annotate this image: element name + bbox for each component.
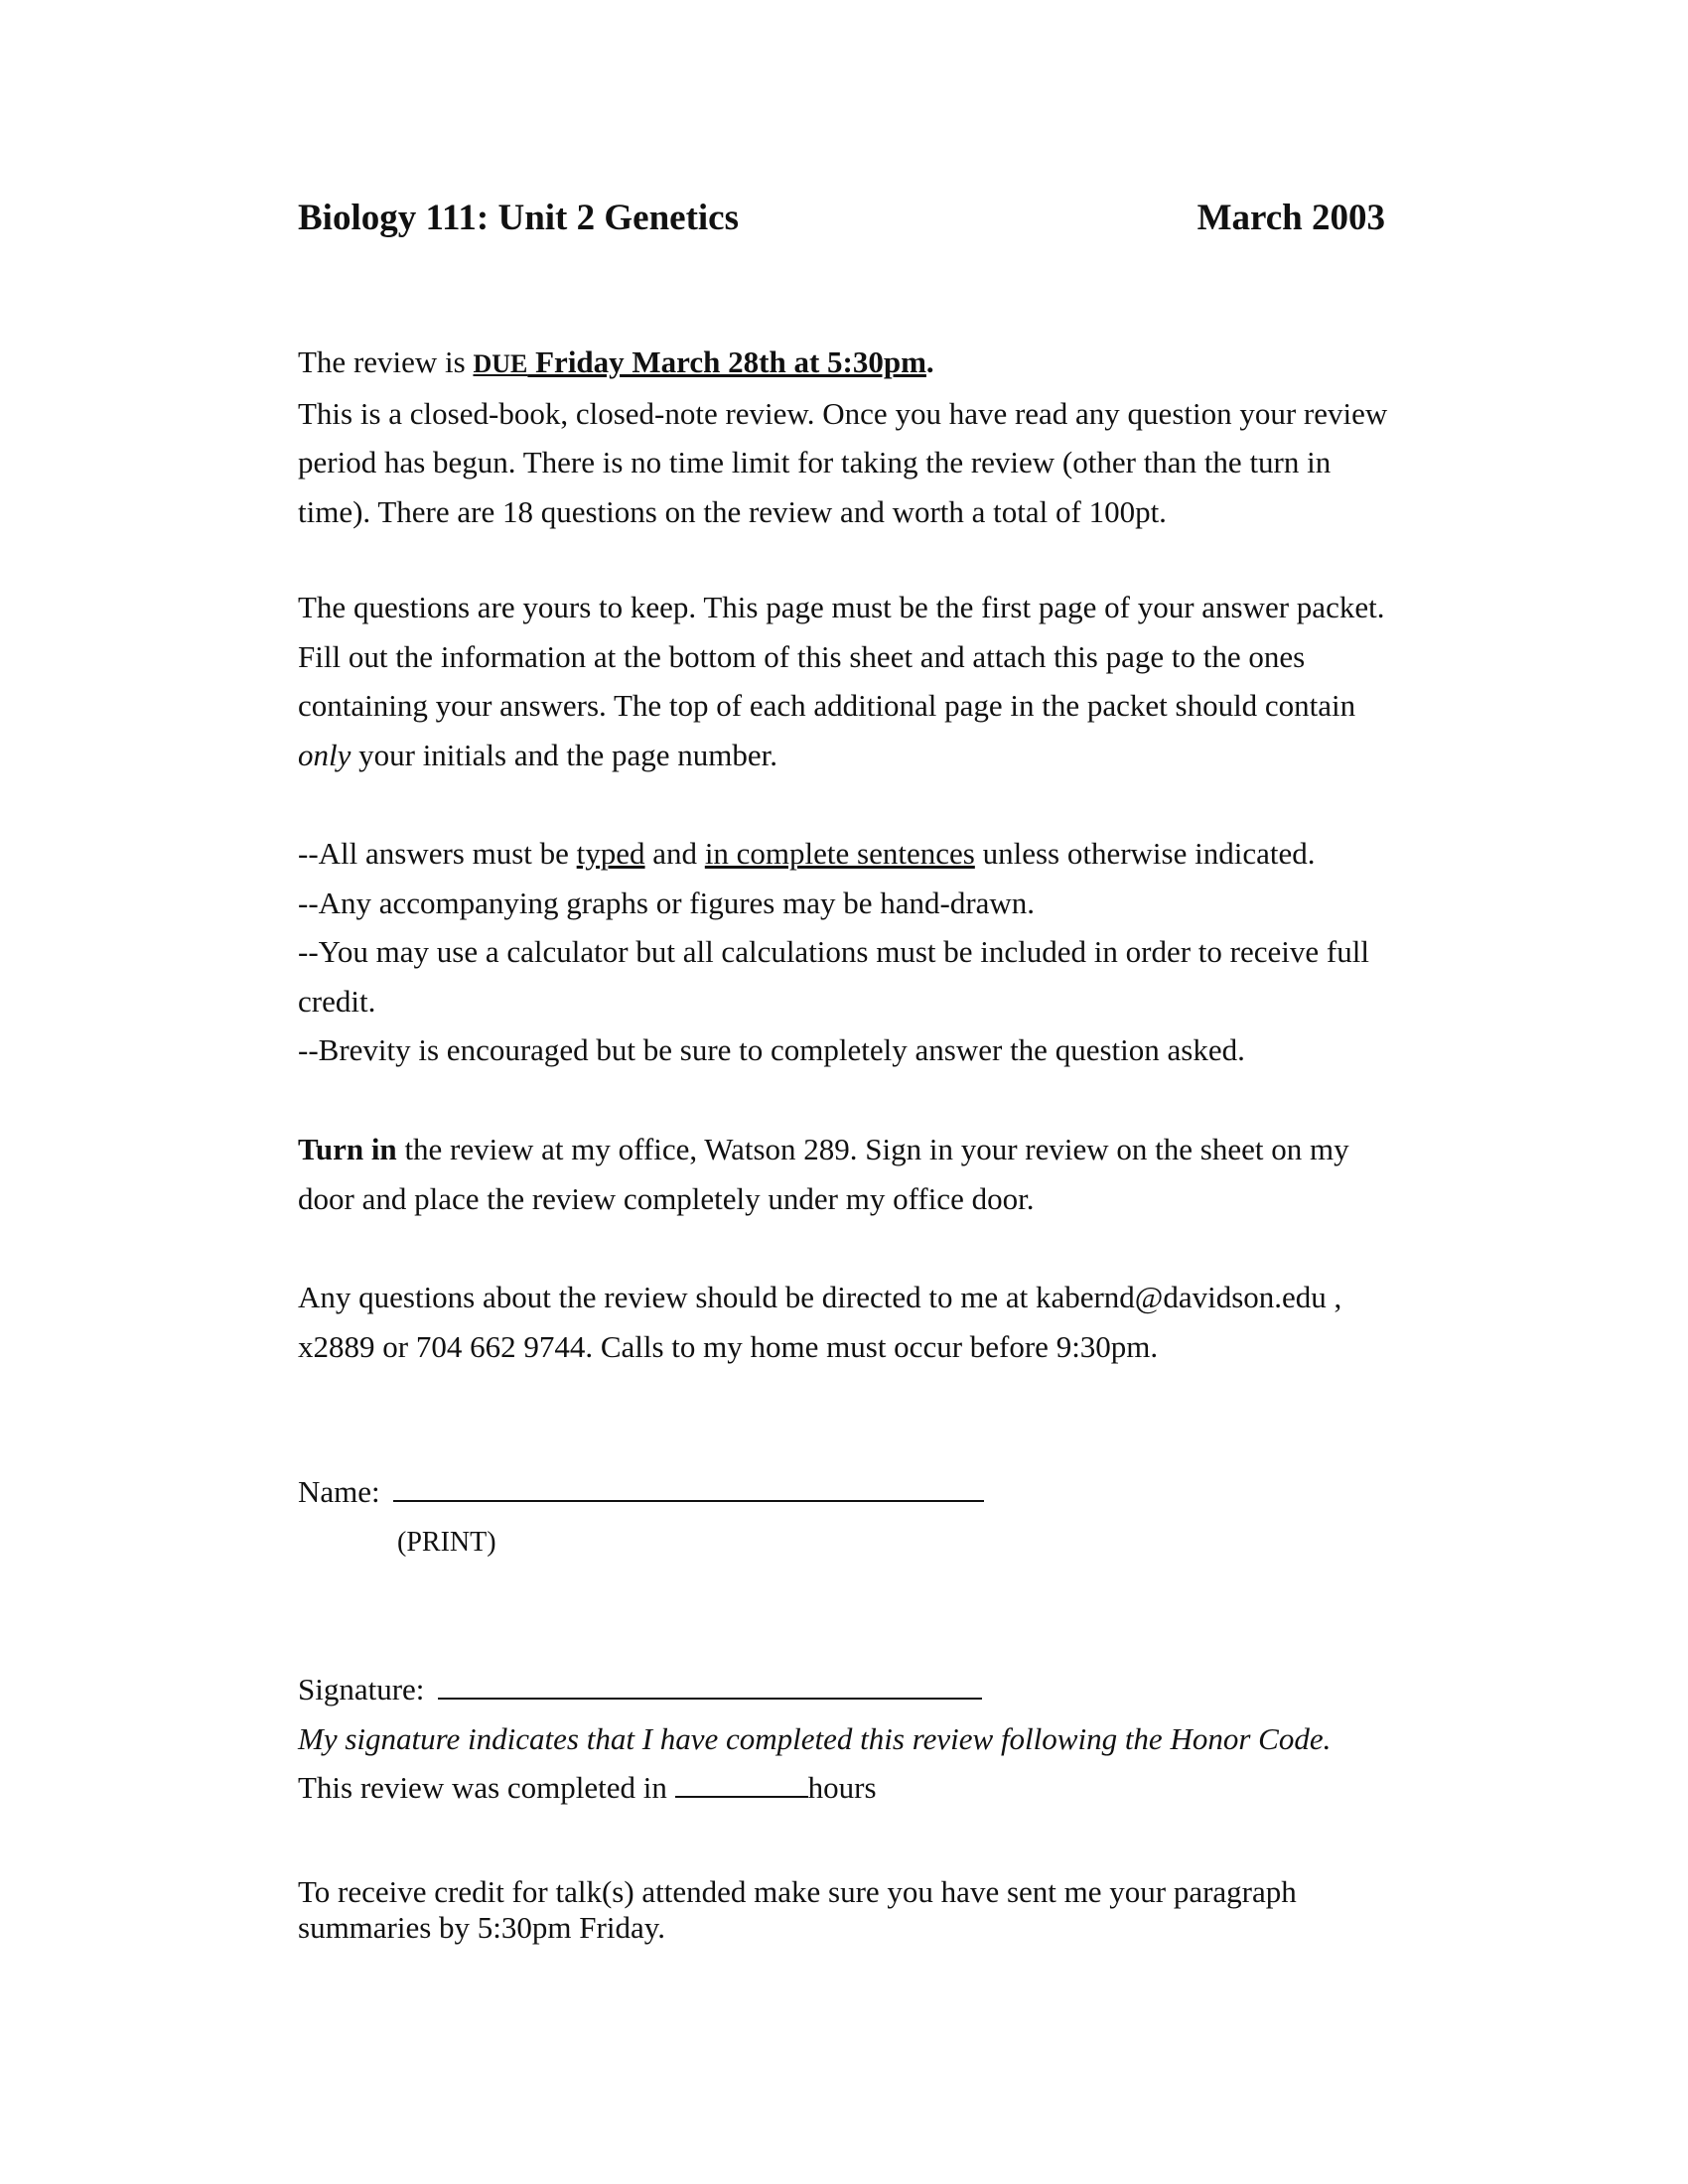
due-word: DUE <box>473 349 528 378</box>
intro-line-2: period has begun. There is no time limit for taking the review (other than the turn in <box>298 445 1332 479</box>
hours-blank[interactable] <box>675 1770 808 1798</box>
packet-paragraph <box>298 583 1489 779</box>
packet-line-2: Fill out the information at the bottom of this sheet and attach this page to the ones <box>298 638 1306 674</box>
hours-prefix: This review was completed in <box>298 1770 675 1805</box>
rule-1-c: unless otherwise indicated. <box>974 836 1316 871</box>
due-paragraph <box>298 338 1489 536</box>
document-date: March 2003 <box>1196 198 1385 238</box>
talks-paragraph <box>298 1874 1489 1946</box>
talks-line-1: To receive credit for talk(s) attended make sure you have sent me your paragraph <box>298 1874 1297 1909</box>
rule-2: --Any accompanying graphs or figures may be hand-drawn. <box>298 885 1036 920</box>
hours-suffix: hours <box>807 1770 877 1805</box>
turnin-line-1 <box>298 1125 1489 1174</box>
due-end: . <box>925 344 934 379</box>
intro-line-1: This is a closed-book, closed-note review. Once you have read any question your review <box>298 395 1388 431</box>
turnin-line-2: door and place the review completely under my office door. <box>298 1180 1035 1216</box>
packet-line-1: The questions are yours to keep. This page must be the first page of your answer packet. <box>298 590 1385 624</box>
packet-line-4 <box>298 731 1489 780</box>
packet-only: only <box>298 737 352 772</box>
packet-line-3: containing your answers. The top of each additional page in the packet should contain <box>298 688 1356 723</box>
hours-row <box>298 1763 1489 1813</box>
due-prefix: The review is <box>298 344 474 379</box>
rule-1-complete: in complete sentences <box>704 836 975 871</box>
rule-3-line-1: --You may use a calculator but all calculations must be included in order to receive full <box>298 934 1369 969</box>
due-line <box>298 338 1489 389</box>
rule-4: --Brevity is encouraged but be sure to completely answer the question asked. <box>298 1032 1245 1067</box>
signature-field-row <box>298 1665 1489 1714</box>
rule-1-a: --All answers must be <box>298 836 577 871</box>
contact-line-2: x2889 or 704 662 9744. Calls to my home must occur before 9:30pm. <box>298 1328 1159 1364</box>
packet-line-4-rest: your initials and the page number. <box>351 737 777 772</box>
contact-paragraph <box>298 1273 1489 1371</box>
name-label: Name: <box>298 1474 380 1509</box>
rule-1-b: and <box>644 836 705 871</box>
due-date: Friday March 28th at 5:30pm <box>527 344 926 379</box>
turnin-paragraph <box>298 1125 1489 1223</box>
contact-line-1: Any questions about the review should be directed to me at kabernd@davidson.edu , <box>298 1280 1342 1314</box>
print-note: (PRINT) <box>397 1527 496 1558</box>
talks-line-2: summaries by 5:30pm Friday. <box>298 1910 665 1945</box>
rule-1 <box>298 829 1489 879</box>
signature-blank[interactable] <box>438 1672 982 1700</box>
signature-label: Signature: <box>298 1672 425 1706</box>
honor-statement: My signature indicates that I have completed this review following the Honor Code. <box>298 1721 1332 1756</box>
intro-line-3: time). There are 18 questions on the review and worth a total of 100pt. <box>298 493 1167 529</box>
document-title: Biology 111: Unit 2 Genetics <box>298 198 739 238</box>
name-blank[interactable] <box>393 1474 984 1502</box>
turnin-bold: Turn in <box>298 1132 397 1166</box>
name-field-row <box>298 1467 1489 1517</box>
rule-3-line-2: credit. <box>298 983 376 1019</box>
rules-list <box>298 829 1489 1075</box>
rule-1-typed: typed <box>576 836 645 871</box>
turnin-rest: the review at my office, Watson 289. Sign in your review on the sheet on my <box>396 1132 1349 1166</box>
